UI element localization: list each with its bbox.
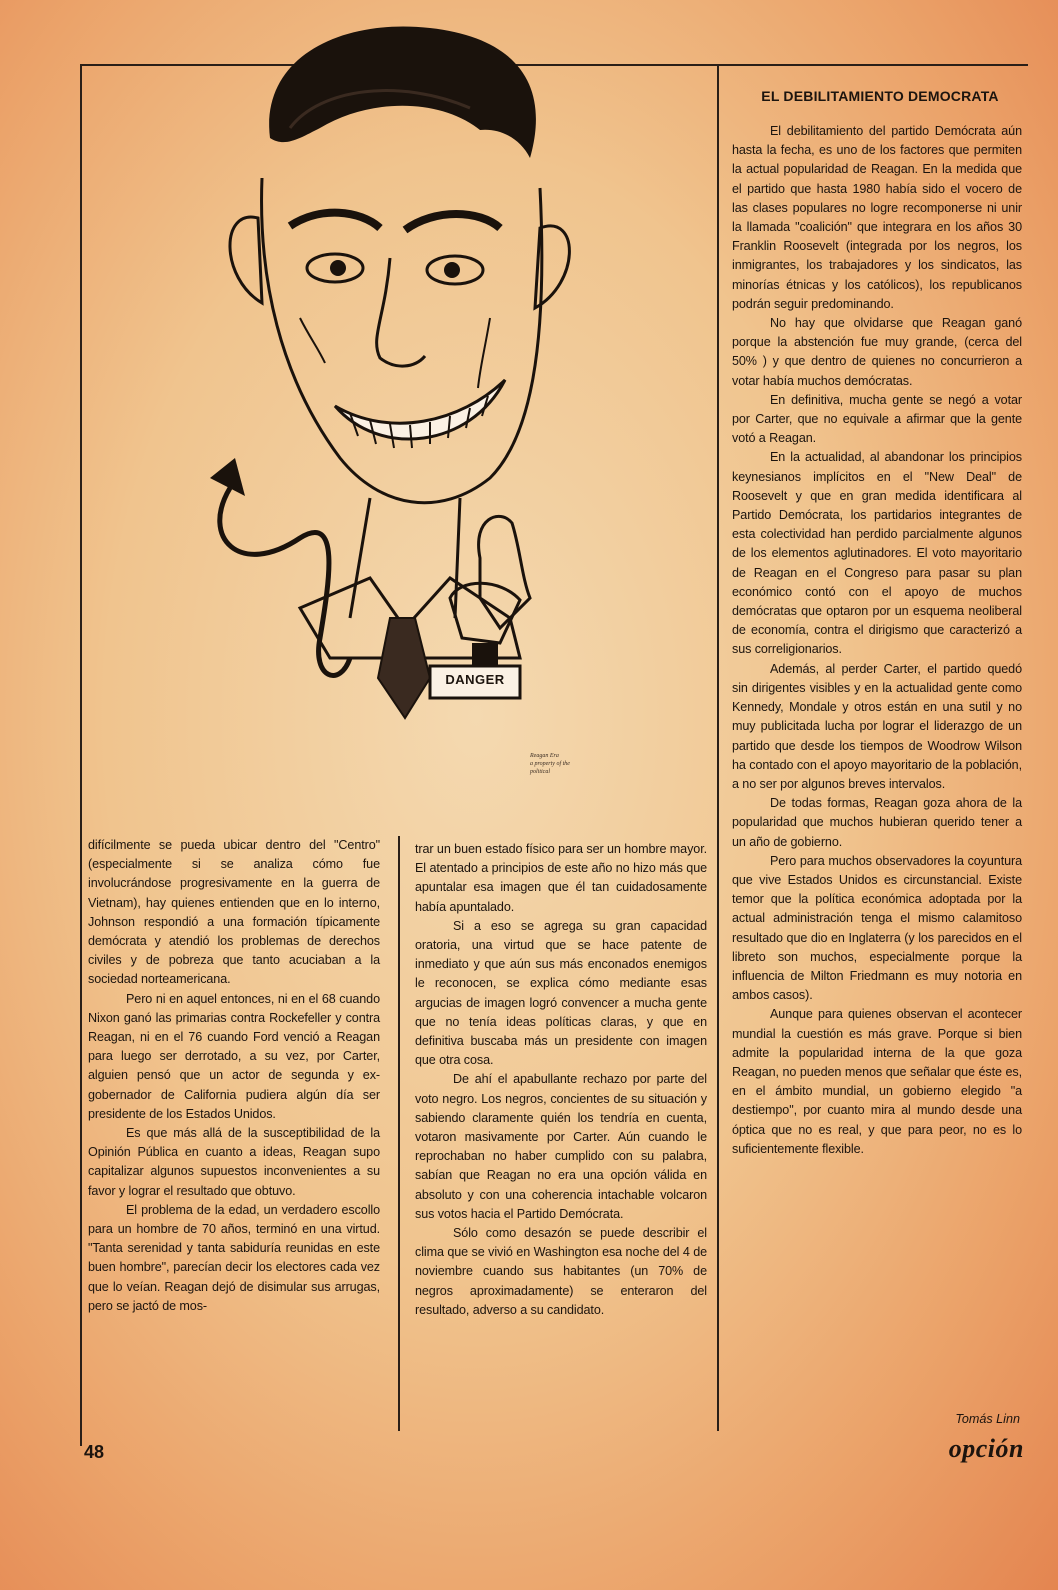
section-title: EL DEBILITAMIENTO DEMOCRATA <box>761 88 999 104</box>
paragraph: Sólo como desazón se puede describir el clima que se vivió en Washington esa noche del 4 de noviembre cuando sus habitantes (un 70% de negros aproximadamente) se enteraron del resultado, adverso a su candidato. <box>415 1226 707 1317</box>
credit-line: a property of the <box>530 761 570 767</box>
paragraph: En la actualidad, al abandonar los principios keynesianos implícitos en el "New Deal" de Roosevelt y que en gran medida identificara al Partido Demócrata, los partidarios integrantes de esta colectividad han perdido parcialmente algunos de los elementos aglutinadores. El voto mayoritario de Reagan en el Congreso para pasar su plan económico contó con el apoyo de muchos demócratas que optaron por un esquema neoliberal de economía, contra el dirigismo que caracterizó a sus correligionarios. <box>732 450 1022 657</box>
article-column-3 <box>732 122 1022 1159</box>
column-divider <box>717 64 719 1431</box>
paragraph: Es que más allá de la susceptibilidad de la Opinión Pública en cuanto a ideas, Reagan supo capitalizar algunos supuestos inconvenientes a su favor y lograr el resultado que obtuvo. <box>88 1126 380 1198</box>
paragraph: Aunque para quienes observan el acontecer mundial la cuestión es más grave. Porque si bien admite la popularidad interna de la que goza Reagan, no pueden menos que señalar que éste es, en el ámbito mundial, un gobierno elegido "a destiempo", por cuanto mira al mundo desde una óptica que no es real, y que para peor, no es lo suficientemente flexible. <box>732 1007 1022 1156</box>
paragraph: trar un buen estado físico para ser un hombre mayor. El atentado a principios de este año no hizo más que apuntalar esa imagen que él tan cuidadosamente había apuntalado. <box>415 842 707 914</box>
magazine-logo: opción <box>948 1434 1024 1463</box>
paragraph: En definitiva, mucha gente se negó a votar por Carter, que no equivale a afirmar que la gente votó a Reagan. <box>732 392 1022 446</box>
column-divider <box>398 836 400 1431</box>
paragraph: De ahí el apabullante rechazo por parte del voto negro. Los negros, concientes de su situación y sabiendo claramente quién los tendría en cuenta, votaron masivamente por Carter. Aún cuando le reprochaban no haber cumplido con su palabra, sabían que Reagan no era una opción válida en absoluto y con una coherencia intachable volcaron sus votos hacia el Partido Demócrata. <box>415 1072 707 1221</box>
paragraph: difícilmente se pueda ubicar dentro del "Centro" (especialmente si se analiza cómo fue involucrándose progresivamente en la guerra de Vietnam), hay quienes entienden que en lo interno, Johnson respondió a una formación típicamente demócrata y atendió los problemas de derechos civiles y de pobreza que tanto acuciaban a la sociedad norteamericana. <box>88 838 380 987</box>
credit-line: Reagan Era <box>530 753 559 759</box>
danger-label: DANGER <box>445 672 505 687</box>
illustration-credit <box>530 752 640 776</box>
paragraph: Además, al perder Carter, el partido quedó sin dirigentes visibles y en la actualidad gente como Kennedy, Mondale y otros están en una sutil y no muy publicitada lucha por lograr el liderazgo de un partido que desde los tiempos de Woodrow Wilson ha contado con el apoyo mayoritario de la población, a no ser por algunos breves intervalos. <box>732 661 1022 791</box>
paragraph: Si a eso se agrega su gran capacidad oratoria, una virtud que se hace patente de inmediato y que aún sus más enconados enemigos le reconocen, se explica cómo mediante esas argucias de imagen logró convencer a mucha gente que no tenía ideas políticas claras, y que en definitiva buscaba más un presidente con imagen que otra cosa. <box>415 918 707 1068</box>
paragraph: De todas formas, Reagan goza ahora de la popularidad que muchos hubieran querido tener a un año de gobierno. <box>732 796 1022 849</box>
author-byline: Tomás Linn <box>955 1412 1020 1426</box>
credit-line: political <box>530 769 550 775</box>
caricature-illustration <box>200 18 640 818</box>
paragraph: El debilitamiento del partido Demócrata aún hasta la fecha, es uno de los factores que permiten la actual popularidad de Reagan. En la medida que el partido que hasta 1980 había sido el vocero de las clases populares no logre recomponerse ni unir la llamada "coalición" que integrara en los años 30 Franklin Roosevelt (integrada por los negros, los inmigrantes, los trabajadores y los sindicatos, las minorías étnicas y los católicos), los republicanos podrán seguir predominando. <box>732 124 1022 311</box>
page-number: 48 <box>84 1442 105 1462</box>
article-column-1 <box>88 836 380 1316</box>
paragraph: El problema de la edad, un verdadero escollo para un hombre de 70 años, terminó en una virtud. "Tanta serenidad y tanta sabiduría reunidas en este buen hombre", parecían decir los electores cada vez que lo veían. Reagan dejó de disimular sus arrugas, pero se jactó de mos- <box>88 1202 380 1313</box>
article-column-2 <box>415 840 707 1320</box>
paragraph: Pero para muchos observadores la coyuntura que vive Estados Unidos es circunstancial. Existe temor que la política económica adoptada por la actual administración tenga el mismo calamitoso resultado que dio en Inglaterra (y los parecidos en el libreto son muchos, especialmente porque la influencia de Milton Friedmann es muy notoria en ambos casos). <box>732 853 1022 1003</box>
paragraph: No hay que olvidarse que Reagan ganó porque la abstención fue muy grande, (cerca del 50% ) y que dentro de quienes no concurrieron a votar había muchos demócratas. <box>732 316 1022 388</box>
paragraph: Pero ni en aquel entonces, ni en el 68 cuando Nixon ganó las primarias contra Rockefeller y contra Reagan, ni en el 76 cuando Ford venció a Reagan para luego ser derrotado, a su vez, por Carter, alguien pensó que un actor de segunda y ex-gobernador de California pudiera algún día ser presidente de los Estados Unidos. <box>88 991 380 1121</box>
